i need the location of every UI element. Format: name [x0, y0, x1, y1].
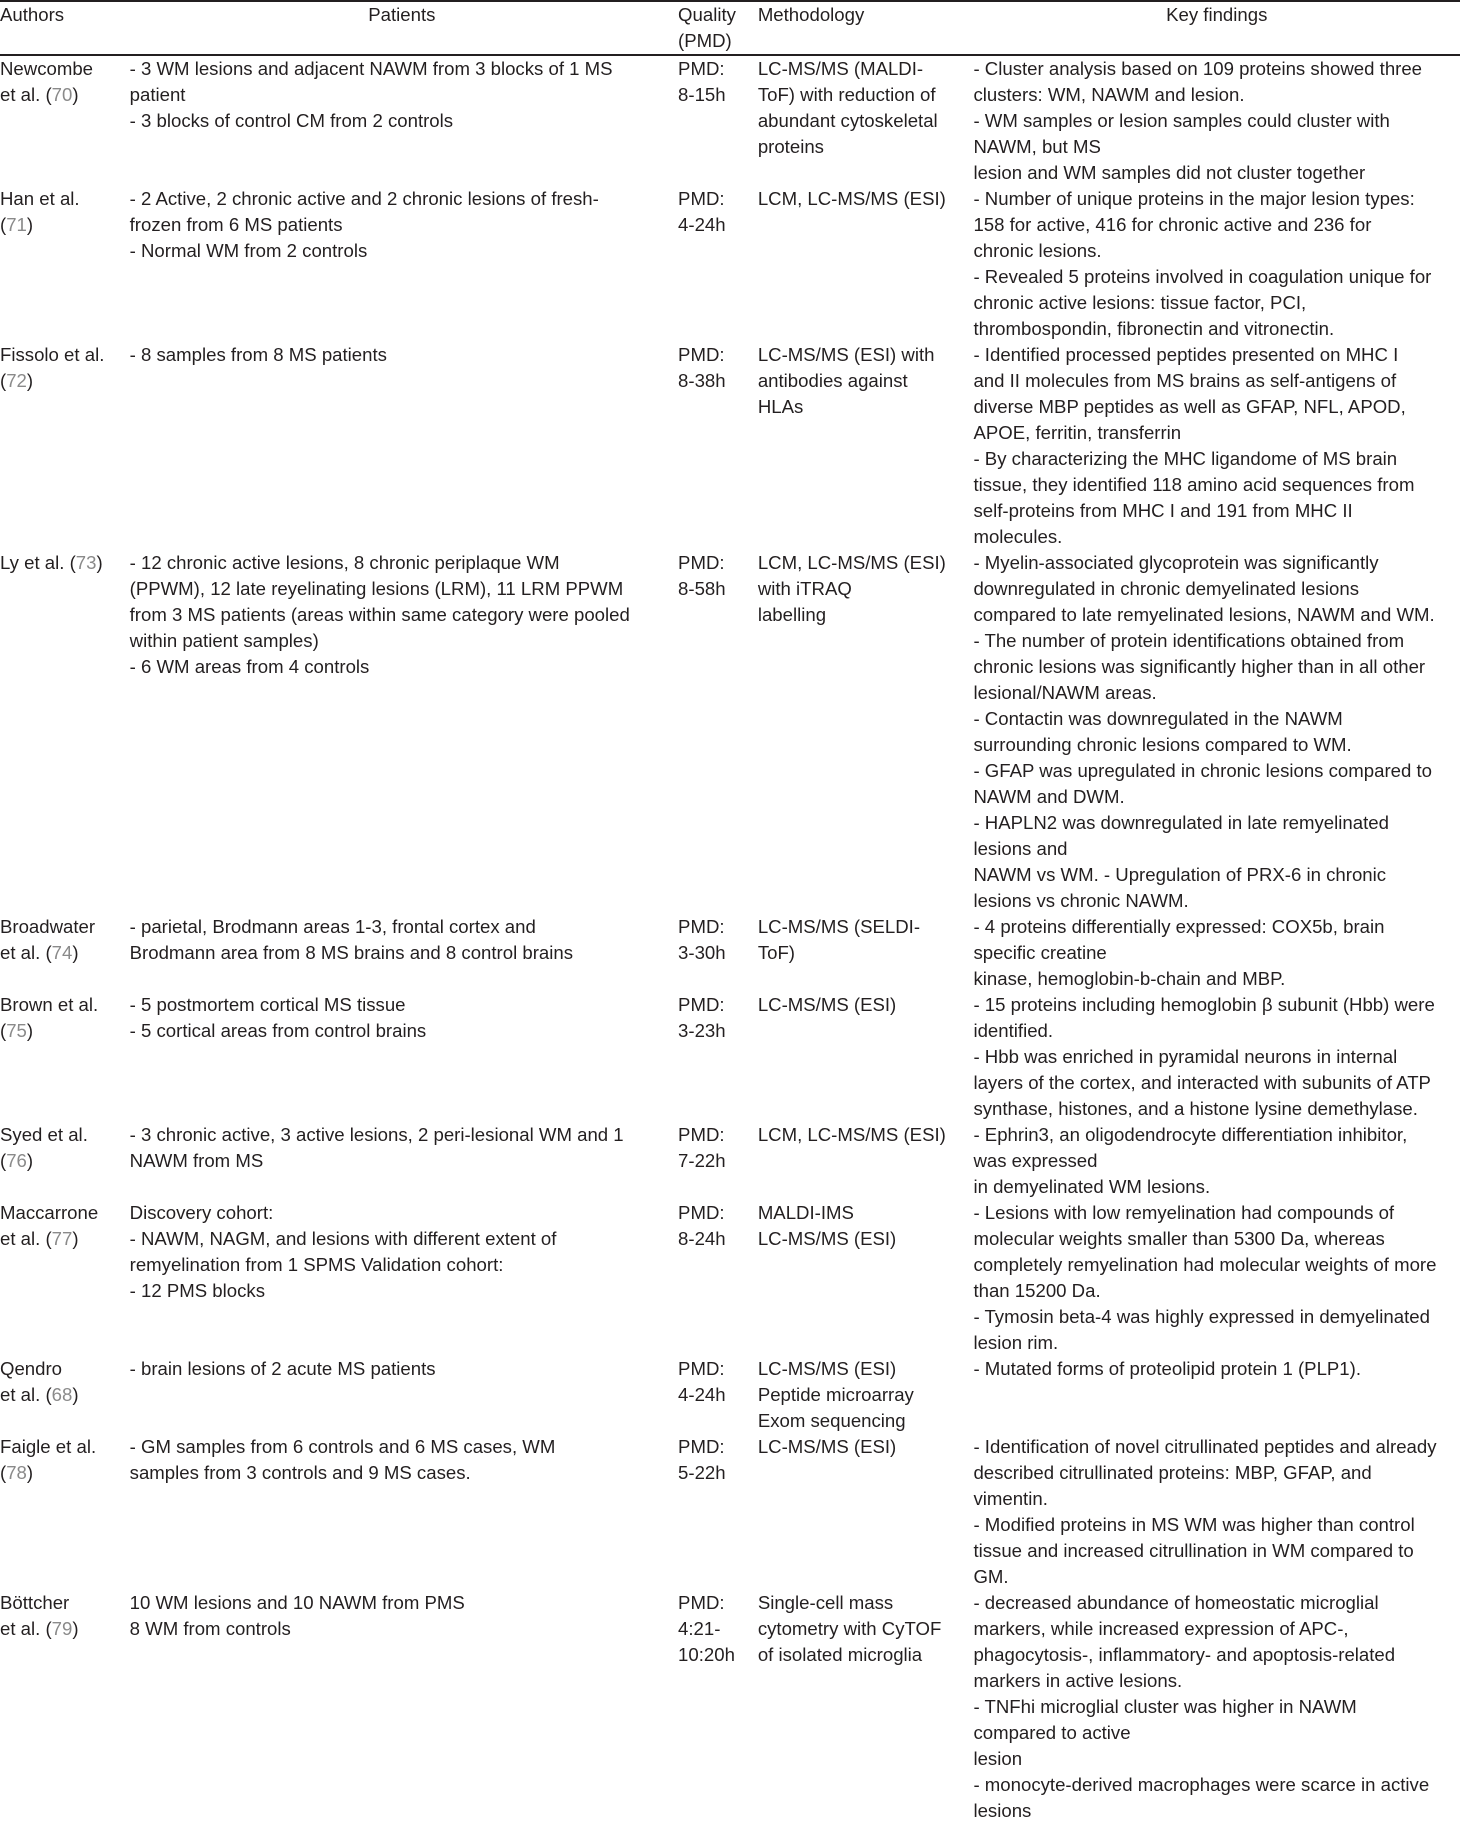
table-row: [0, 342, 1460, 550]
cell-methodology-line: antibodies against: [757, 370, 908, 391]
cell-quality: [674, 1434, 754, 1590]
cell-quality-line: PMD:: [678, 994, 725, 1015]
cell-quality: [674, 914, 754, 992]
author-ref-line: [0, 212, 126, 238]
cell-quality-line: PMD:: [678, 344, 725, 365]
header-patients: Patients: [126, 1, 674, 55]
cell-patients-line: Discovery cohort:: [129, 1202, 274, 1223]
cell-key-findings: [969, 1122, 1460, 1200]
cell-quality-line: PMD:: [678, 1592, 725, 1613]
cell-key-findings-line: tissue and increased citrullination in WM compared to: [973, 1540, 1414, 1561]
cell-key-findings: [969, 1434, 1460, 1590]
cell-key-findings-line: completely remyelination had molecular weights of more: [973, 1254, 1437, 1275]
cell-key-findings-line: compared to late remyelinated lesions, NAWM and WM.: [973, 604, 1435, 625]
cell-patients: [126, 342, 674, 550]
cell-key-findings-line: lesion: [973, 1748, 1023, 1769]
author-name: Han et al.: [0, 188, 80, 209]
cell-methodology-line: cytometry with CyTOF: [757, 1618, 942, 1639]
cell-key-findings-line: markers in active lesions.: [973, 1670, 1183, 1691]
cell-key-findings-line: NAWM vs WM. - Upregulation of PRX-6 in chronic: [973, 864, 1387, 885]
cell-key-findings-line: APOE, ferritin, transferrin: [973, 422, 1182, 443]
cell-quality-line: 8-15h: [678, 84, 726, 105]
cell-quality-line: PMD:: [678, 1124, 725, 1145]
reference-link[interactable]: 72: [6, 370, 27, 391]
cell-key-findings: [969, 992, 1460, 1122]
cell-key-findings-line: lesion rim.: [973, 1332, 1059, 1353]
cell-authors: [0, 550, 126, 914]
author-ref-line: [0, 1148, 126, 1174]
reference-link[interactable]: 78: [6, 1462, 27, 1483]
cell-key-findings-line: NAWM and DWM.: [973, 786, 1125, 807]
cell-key-findings-line: molecular weights smaller than 5300 Da, whereas: [973, 1228, 1385, 1249]
cell-patients: [126, 992, 674, 1122]
cell-patients: [126, 55, 674, 186]
author-name: Brown et al.: [0, 994, 99, 1015]
cell-quality-line: 7-22h: [678, 1150, 726, 1171]
header-key-findings: Key findings: [969, 1, 1460, 55]
cell-methodology-line: LC-MS/MS (ESI): [757, 994, 897, 1015]
cell-patients-line: - 5 cortical areas from control brains: [129, 1020, 427, 1041]
table-row: [0, 914, 1460, 992]
author-etal: (: [0, 370, 7, 391]
author-line: [0, 342, 126, 368]
cell-key-findings-line: downregulated in chronic demyelinated lesions: [973, 578, 1359, 599]
cell-key-findings-line: vimentin.: [973, 1488, 1048, 1509]
cell-methodology: [754, 1122, 970, 1200]
cell-methodology-line: HLAs: [757, 396, 804, 417]
cell-quality: [674, 992, 754, 1122]
cell-patients: [126, 914, 674, 992]
header-quality-line1: Quality: [678, 4, 736, 25]
cell-quality-line: 8-38h: [678, 370, 726, 391]
cell-key-findings-line: chronic lesions was significantly higher than in all other: [973, 656, 1426, 677]
cell-key-findings-line: lesions: [973, 1800, 1032, 1821]
cell-key-findings-line: clusters: WM, NAWM and lesion.: [973, 84, 1245, 105]
cell-key-findings-line: was expressed: [973, 1150, 1098, 1171]
cell-key-findings: [969, 342, 1460, 550]
cell-methodology-line: LC-MS/MS (MALDI-: [757, 58, 924, 79]
reference-link[interactable]: 77: [51, 1228, 73, 1249]
cell-quality-line: PMD:: [678, 1358, 725, 1379]
author-line: [0, 56, 126, 82]
table-body: [0, 55, 1460, 1824]
author-ref-line: [0, 368, 126, 394]
cell-key-findings: [969, 1590, 1460, 1824]
cell-key-findings-line: - 15 proteins including hemoglobin β subunit (Hbb) were: [973, 994, 1435, 1015]
cell-key-findings-line: - Myelin-associated glycoprotein was significantly: [973, 552, 1379, 573]
cell-patients-line: remyelination from 1 SPMS Validation cohort:: [129, 1254, 504, 1275]
cell-methodology-line: proteins: [757, 136, 824, 157]
author-name: Syed et al.: [0, 1124, 88, 1145]
cell-key-findings-line: - Tymosin beta-4 was highly expressed in demyelinated: [973, 1306, 1430, 1327]
cell-patients-line: - 6 WM areas from 4 controls: [129, 656, 370, 677]
author-name: Faigle et al.: [0, 1436, 97, 1457]
cell-key-findings: [969, 550, 1460, 914]
author-etal: et al. (: [0, 1384, 52, 1405]
reference-link[interactable]: 74: [51, 942, 73, 963]
author-ref-close: ): [26, 1150, 34, 1171]
author-etal: et al. (: [0, 1618, 52, 1639]
table-row: [0, 55, 1460, 186]
cell-key-findings-line: than 15200 Da.: [973, 1280, 1101, 1301]
cell-methodology: [754, 55, 970, 186]
cell-quality: [674, 1590, 754, 1824]
reference-link[interactable]: 76: [6, 1150, 27, 1171]
author-name: Newcombe: [0, 58, 94, 79]
cell-key-findings-line: phagocytosis-, inflammatory- and apoptosis-related: [973, 1644, 1396, 1665]
author-name: Ly et al. (: [0, 552, 76, 573]
cell-quality-line: PMD:: [678, 1436, 725, 1457]
cell-methodology-line: ToF): [757, 942, 795, 963]
cell-patients: [126, 1590, 674, 1824]
author-etal: (: [0, 1020, 7, 1041]
table-row: [0, 992, 1460, 1122]
cell-authors: [0, 342, 126, 550]
cell-methodology: [754, 186, 970, 342]
cell-quality: [674, 186, 754, 342]
author-ref-line: [0, 940, 126, 966]
cell-patients-line: - 3 WM lesions and adjacent NAWM from 3 blocks of 1 MS: [129, 58, 613, 79]
cell-key-findings-line: and II molecules from MS brains as self-antigens of: [973, 370, 1397, 391]
author-line: [0, 550, 126, 576]
cell-key-findings-line: identified.: [973, 1020, 1054, 1041]
cell-key-findings-line: thrombospondin, fibronectin and vitronectin.: [973, 318, 1335, 339]
cell-key-findings: [969, 55, 1460, 186]
author-ref-line: [0, 1226, 126, 1252]
cell-methodology-line: LC-MS/MS (ESI): [757, 1436, 897, 1457]
cell-quality-line: 4-24h: [678, 1384, 726, 1405]
cell-methodology-line: of isolated microglia: [757, 1644, 923, 1665]
table-row: [0, 186, 1460, 342]
table-row: [0, 1434, 1460, 1590]
cell-authors: [0, 1434, 126, 1590]
cell-patients-line: - parietal, Brodmann areas 1-3, frontal cortex and: [129, 916, 536, 937]
author-name: Maccarrone: [0, 1202, 99, 1223]
author-line: [0, 992, 126, 1018]
cell-patients: [126, 550, 674, 914]
reference-link[interactable]: 73: [75, 552, 97, 573]
author-ref-close: ): [72, 1618, 79, 1639]
cell-patients-line: - 8 samples from 8 MS patients: [129, 344, 387, 365]
author-ref-close: ): [72, 1228, 79, 1249]
cell-methodology-line: Exom sequencing: [757, 1410, 906, 1431]
cell-key-findings-line: chronic lesions.: [973, 240, 1102, 261]
cell-methodology-line: LC-MS/MS (ESI): [757, 1358, 897, 1379]
cell-methodology: [754, 1590, 970, 1824]
cell-patients: [126, 1356, 674, 1434]
cell-quality-line: 4:21-: [678, 1618, 721, 1639]
cell-quality: [674, 550, 754, 914]
cell-patients-line: - Normal WM from 2 controls: [129, 240, 368, 261]
author-ref-line: [0, 82, 126, 108]
cell-methodology-line: LC-MS/MS (ESI) with: [757, 344, 935, 365]
cell-methodology-line: LCM, LC-MS/MS (ESI): [757, 552, 946, 573]
cell-key-findings-line: - 4 proteins differentially expressed: COX5b, brain: [973, 916, 1385, 937]
cell-key-findings-line: tissue, they identified 118 amino acid sequences from: [973, 474, 1415, 495]
cell-key-findings-line: - Modified proteins in MS WM was higher than control: [973, 1514, 1415, 1535]
cell-authors: [0, 992, 126, 1122]
author-name: Böttcher: [0, 1592, 70, 1613]
cell-key-findings-line: - The number of protein identifications obtained from: [973, 630, 1405, 651]
cell-key-findings-line: in demyelinated WM lesions.: [973, 1176, 1211, 1197]
cell-patients-line: 10 WM lesions and 10 NAWM from PMS: [129, 1592, 465, 1613]
cell-key-findings-line: - GFAP was upregulated in chronic lesions compared to: [973, 760, 1432, 781]
author-etal: (: [0, 1462, 7, 1483]
cell-methodology-line: MALDI-IMS: [757, 1202, 854, 1223]
cell-authors: [0, 1356, 126, 1434]
reference-link[interactable]: 71: [6, 214, 27, 235]
table-row: [0, 1356, 1460, 1434]
cell-key-findings: [969, 186, 1460, 342]
cell-key-findings-line: - decreased abundance of homeostatic microglial: [973, 1592, 1379, 1613]
reference-link[interactable]: 68: [51, 1384, 73, 1405]
cell-methodology-line: Single-cell mass: [757, 1592, 894, 1613]
author-ref-close: ): [72, 942, 79, 963]
cell-methodology: [754, 342, 970, 550]
cell-authors: [0, 1590, 126, 1824]
cell-key-findings-line: - Identified processed peptides presented on MHC I: [973, 344, 1399, 365]
author-etal: (: [0, 214, 7, 235]
table-row: [0, 1122, 1460, 1200]
cell-quality-line: PMD:: [678, 916, 725, 937]
cell-methodology-line: with iTRAQ: [757, 578, 852, 599]
cell-quality-line: 10:20h: [678, 1644, 735, 1665]
author-ref-line: [0, 1018, 126, 1044]
cell-key-findings-line: molecules.: [973, 526, 1063, 547]
author-etal: et al. (: [0, 1228, 52, 1249]
reference-link[interactable]: 75: [6, 1020, 27, 1041]
cell-key-findings-line: lesion and WM samples did not cluster together: [973, 162, 1366, 183]
author-ref-close: ): [26, 214, 34, 235]
cell-patients-line: frozen from 6 MS patients: [129, 214, 343, 235]
cell-key-findings-line: lesions and: [973, 838, 1068, 859]
cell-methodology-line: Peptide microarray: [757, 1384, 914, 1405]
cell-methodology-line: labelling: [757, 604, 827, 625]
cell-key-findings-line: - Revealed 5 proteins involved in coagulation unique for: [973, 266, 1432, 287]
cell-authors: [0, 1200, 126, 1356]
cell-key-findings-line: - Lesions with low remyelination had compounds of: [973, 1202, 1395, 1223]
cell-patients: [126, 186, 674, 342]
cell-authors: [0, 914, 126, 992]
cell-key-findings-line: NAWM, but MS: [973, 136, 1101, 157]
cell-patients-line: - brain lesions of 2 acute MS patients: [129, 1358, 436, 1379]
cell-quality: [674, 1200, 754, 1356]
cell-patients: [126, 1200, 674, 1356]
cell-key-findings-line: markers, while increased expression of APC-,: [973, 1618, 1349, 1639]
author-name: Broadwater: [0, 916, 96, 937]
cell-key-findings-line: described citrullinated proteins: MBP, GFAP, and: [973, 1462, 1372, 1483]
cell-key-findings-line: diverse MBP peptides as well as GFAP, NFL, APOD,: [973, 396, 1406, 417]
cell-methodology: [754, 992, 970, 1122]
cell-patients-line: (PPWM), 12 late reyelinating lesions (LRM), 11 LRM PPWM: [129, 578, 624, 599]
cell-quality: [674, 55, 754, 186]
cell-patients-line: from 3 MS patients (areas within same category were pooled: [129, 604, 630, 625]
author-ref-close: ): [26, 1020, 34, 1041]
cell-patients: [126, 1434, 674, 1590]
cell-quality-line: 8-24h: [678, 1228, 726, 1249]
cell-patients-line: samples from 3 controls and 9 MS cases.: [129, 1462, 471, 1483]
cell-quality-line: PMD:: [678, 58, 725, 79]
author-name: Fissolo et al.: [0, 344, 105, 365]
author-line: [0, 1200, 126, 1226]
cell-patients: [126, 1122, 674, 1200]
author-etal: et al. (: [0, 84, 52, 105]
author-ref-close: ): [96, 552, 103, 573]
cell-patients-line: - GM samples from 6 controls and 6 MS cases, WM: [129, 1436, 556, 1457]
header-methodology: Methodology: [754, 1, 970, 55]
cell-methodology-line: LCM, LC-MS/MS (ESI): [757, 1124, 946, 1145]
cell-authors: [0, 1122, 126, 1200]
cell-key-findings-line: lesional/NAWM areas.: [973, 682, 1157, 703]
cell-key-findings-line: - Ephrin3, an oligodendrocyte differentiation inhibitor,: [973, 1124, 1408, 1145]
reference-link[interactable]: 79: [51, 1618, 73, 1639]
cell-quality: [674, 342, 754, 550]
cell-patients-line: - 12 PMS blocks: [129, 1280, 266, 1301]
table-row: [0, 1200, 1460, 1356]
author-line: [0, 186, 126, 212]
cell-quality-line: 5-22h: [678, 1462, 726, 1483]
header-quality-line2: (PMD): [678, 30, 732, 51]
cell-patients-line: Brodmann area from 8 MS brains and 8 control brains: [129, 942, 574, 963]
cell-methodology-line: abundant cytoskeletal: [757, 110, 938, 131]
cell-key-findings-line: - HAPLN2 was downregulated in late remyelinated: [973, 812, 1389, 833]
cell-methodology: [754, 914, 970, 992]
cell-key-findings-line: compared to active: [973, 1722, 1131, 1743]
cell-quality-line: 3-30h: [678, 942, 726, 963]
author-etal: (: [0, 1150, 7, 1171]
cell-methodology-line: LC-MS/MS (ESI): [757, 1228, 897, 1249]
cell-patients-line: - 3 chronic active, 3 active lesions, 2 peri-lesional WM and 1: [129, 1124, 624, 1145]
cell-methodology: [754, 1434, 970, 1590]
header-quality: [674, 1, 754, 55]
author-ref-close: ): [26, 1462, 34, 1483]
cell-patients-line: NAWM from MS: [129, 1150, 264, 1171]
author-line: [0, 1590, 126, 1616]
table-row: [0, 550, 1460, 914]
cell-key-findings-line: lesions vs chronic NAWM.: [973, 890, 1189, 911]
cell-key-findings-line: - Mutated forms of proteolipid protein 1 (PLP1).: [973, 1358, 1362, 1379]
cell-key-findings-line: - Cluster analysis based on 109 proteins showed three: [973, 58, 1423, 79]
cell-key-findings-line: GM.: [973, 1566, 1009, 1587]
cell-patients-line: - 3 blocks of control CM from 2 controls: [129, 110, 454, 131]
cell-quality-line: 8-58h: [678, 578, 726, 599]
cell-key-findings-line: surrounding chronic lesions compared to WM.: [973, 734, 1352, 755]
author-ref-close: ): [72, 84, 79, 105]
cell-authors: [0, 55, 126, 186]
cell-authors: [0, 186, 126, 342]
cell-key-findings-line: specific creatine: [973, 942, 1107, 963]
cell-methodology: [754, 1200, 970, 1356]
cell-patients-line: - 2 Active, 2 chronic active and 2 chronic lesions of fresh-: [129, 188, 599, 209]
cell-key-findings-line: layers of the cortex, and interacted with subunits of ATP: [973, 1072, 1431, 1093]
cell-key-findings-line: kinase, hemoglobin-b-chain and MBP.: [973, 968, 1286, 989]
cell-key-findings: [969, 1200, 1460, 1356]
cell-key-findings: [969, 1356, 1460, 1434]
cell-key-findings-line: - Hbb was enriched in pyramidal neurons in internal: [973, 1046, 1398, 1067]
cell-patients-line: within patient samples): [129, 630, 319, 651]
cell-key-findings-line: - monocyte-derived macrophages were scarce in active: [973, 1774, 1430, 1795]
author-ref-close: ): [72, 1384, 79, 1405]
author-ref-close: ): [26, 370, 34, 391]
cell-methodology: [754, 550, 970, 914]
cell-patients-line: patient: [129, 84, 186, 105]
author-line: [0, 1122, 126, 1148]
cell-key-findings-line: chronic active lesions: tissue factor, PCI,: [973, 292, 1307, 313]
cell-patients-line: - 12 chronic active lesions, 8 chronic periplaque WM: [129, 552, 560, 573]
cell-key-findings-line: synthase, histones, and a histone lysine demethylase.: [973, 1098, 1418, 1119]
header-authors: Authors: [0, 1, 126, 55]
cell-patients-line: - 5 postmortem cortical MS tissue: [129, 994, 406, 1015]
cell-key-findings-line: 158 for active, 416 for chronic active and 236 for: [973, 214, 1372, 235]
cell-patients-line: 8 WM from controls: [129, 1618, 291, 1639]
cell-quality-line: 3-23h: [678, 1020, 726, 1041]
cell-key-findings-line: - TNFhi microglial cluster was higher in NAWM: [973, 1696, 1357, 1717]
cell-quality-line: 4-24h: [678, 214, 726, 235]
cell-key-findings-line: - Number of unique proteins in the major lesion types:: [973, 188, 1415, 209]
cell-quality-line: PMD:: [678, 1202, 725, 1223]
author-line: [0, 1434, 126, 1460]
cell-quality-line: PMD:: [678, 552, 725, 573]
cell-key-findings: [969, 914, 1460, 992]
author-etal: et al. (: [0, 942, 52, 963]
cell-methodology-line: ToF) with reduction of: [757, 84, 936, 105]
cell-key-findings-line: - Identification of novel citrullinated peptides and already: [973, 1436, 1437, 1457]
cell-methodology-line: LCM, LC-MS/MS (ESI): [757, 188, 946, 209]
author-name: Qendro: [0, 1358, 63, 1379]
author-ref-line: [0, 1382, 126, 1408]
author-line: [0, 914, 126, 940]
cell-key-findings-line: self-proteins from MHC I and 191 from MHC II: [973, 500, 1353, 521]
cell-key-findings-line: - By characterizing the MHC ligandome of MS brain: [973, 448, 1398, 469]
reference-link[interactable]: 70: [51, 84, 73, 105]
cell-methodology-line: LC-MS/MS (SELDI-: [757, 916, 921, 937]
cell-key-findings-line: - Contactin was downregulated in the NAWM: [973, 708, 1343, 729]
table-row: [0, 1590, 1460, 1824]
table-header-row: [0, 1, 1460, 55]
cell-quality: [674, 1122, 754, 1200]
cell-quality-line: PMD:: [678, 188, 725, 209]
cell-key-findings-line: - WM samples or lesion samples could cluster with: [973, 110, 1390, 131]
cell-patients-line: - NAWM, NAGM, and lesions with different extent of: [129, 1228, 557, 1249]
cell-methodology: [754, 1356, 970, 1434]
author-ref-line: [0, 1460, 126, 1486]
author-line: [0, 1356, 126, 1382]
author-ref-line: [0, 1616, 126, 1642]
cell-quality: [674, 1356, 754, 1434]
